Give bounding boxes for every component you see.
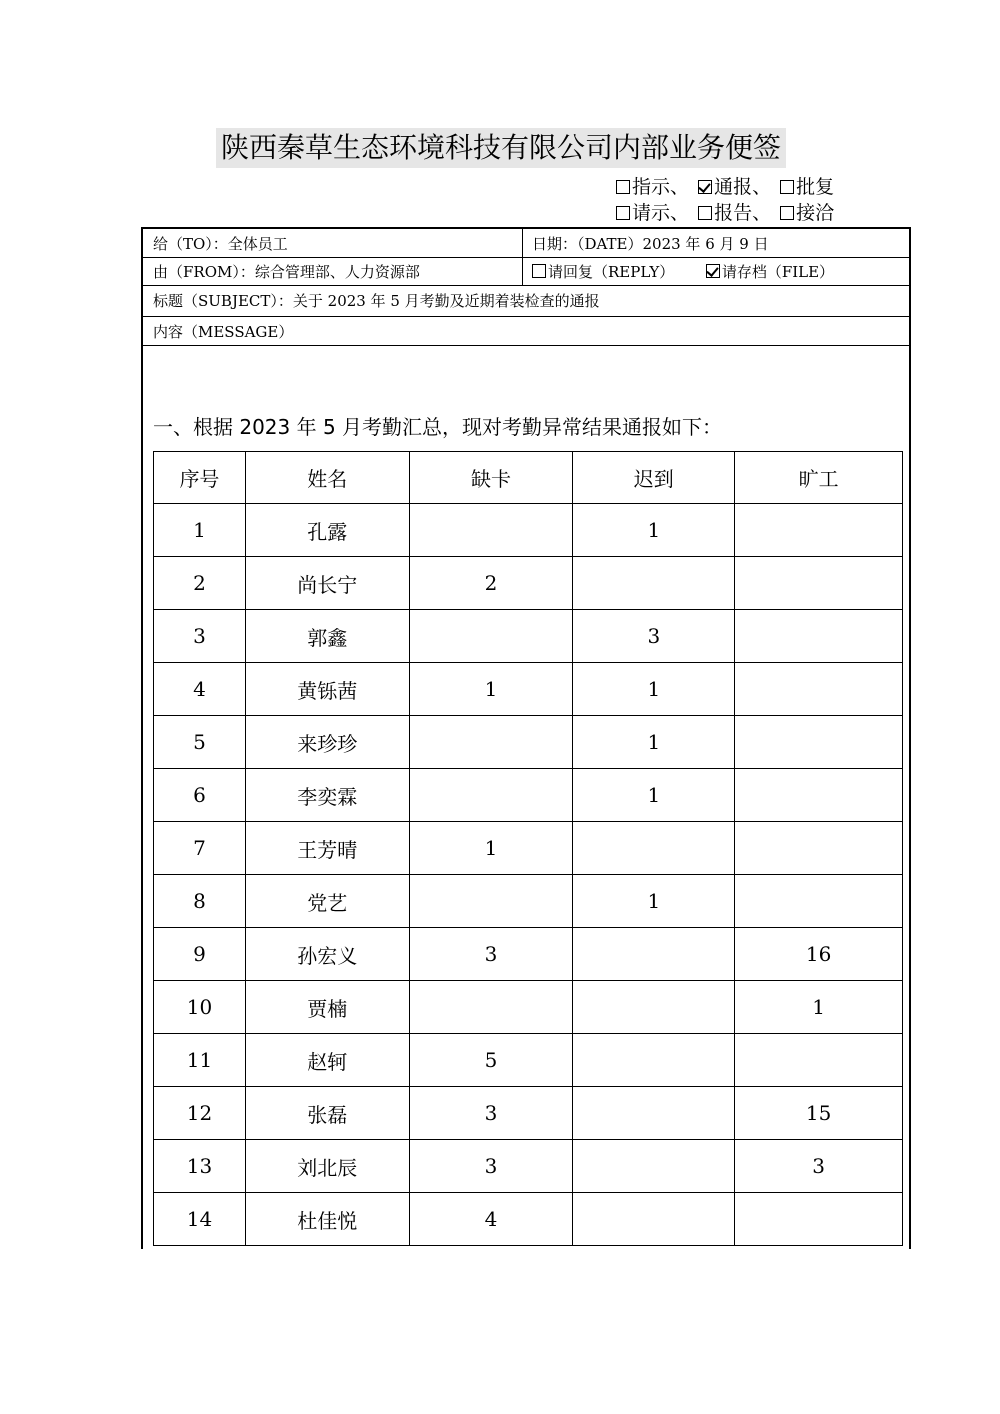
options-row-1: [616, 175, 834, 199]
subject-field: 标题（SUBJECT）：关于 2023 年 5 月考勤及近期着装检查的通报: [153, 292, 600, 310]
cell-index: 10: [154, 981, 246, 1034]
checkbox-reply[interactable]: [532, 264, 546, 278]
cell-late: 1: [573, 769, 735, 822]
cell-index: 14: [154, 1193, 246, 1246]
message-label: 内容（MESSAGE）: [153, 323, 294, 341]
cell-name: 党艺: [245, 875, 409, 928]
cell-absent: 1: [735, 981, 903, 1034]
cell-late: 3: [573, 610, 735, 663]
cell-late: 1: [573, 504, 735, 557]
option-separator: 、: [752, 202, 772, 224]
table-row: [154, 928, 903, 981]
cell-late: [573, 557, 735, 610]
cell-name: 郭鑫: [245, 610, 409, 663]
divider: [143, 345, 909, 346]
option-separator: 、: [752, 176, 772, 198]
cell-late: [573, 1087, 735, 1140]
cell-index: 2: [154, 557, 246, 610]
cell-name: 杜佳悦: [245, 1193, 409, 1246]
cell-name: 孙宏义: [245, 928, 409, 981]
reply-option: [532, 262, 834, 282]
cell-index: 1: [154, 504, 246, 557]
option-separator: 、: [670, 202, 690, 224]
cell-missing-punch: 1: [409, 663, 573, 716]
cell-absent: [735, 1034, 903, 1087]
cell-absent: 3: [735, 1140, 903, 1193]
table-row: [154, 875, 903, 928]
cell-missing-punch: [409, 875, 573, 928]
cell-late: [573, 981, 735, 1034]
cell-name: 来珍珍: [245, 716, 409, 769]
section-heading: 一、根据 2023 年 5 月考勤汇总，现对考勤异常结果通报如下：: [153, 415, 723, 439]
cell-missing-punch: 3: [409, 1087, 573, 1140]
cell-late: 1: [573, 875, 735, 928]
option-label-notice: 通报: [714, 176, 753, 198]
cell-missing-punch: 1: [409, 822, 573, 875]
date-field: 日期：（DATE）2023 年 6 月 9 日: [532, 235, 769, 253]
cell-name: 李奕霖: [245, 769, 409, 822]
cell-name: 黄铄茜: [245, 663, 409, 716]
option-label-request: 请示: [632, 202, 671, 224]
reply-label: 请回复（REPLY）: [548, 263, 675, 281]
cell-missing-punch: [409, 504, 573, 557]
attendance-table: [153, 451, 903, 1246]
cell-late: [573, 1193, 735, 1246]
cell-late: 1: [573, 716, 735, 769]
cell-absent: [735, 822, 903, 875]
checkbox-instruct[interactable]: [616, 180, 630, 194]
file-label: 请存档（FILE）: [721, 263, 835, 281]
cell-index: 5: [154, 716, 246, 769]
cell-name: 张磊: [245, 1087, 409, 1140]
cell-absent: 16: [735, 928, 903, 981]
cell-index: 4: [154, 663, 246, 716]
cell-index: 8: [154, 875, 246, 928]
cell-absent: [735, 1193, 903, 1246]
header-absent: 旷工: [735, 452, 903, 504]
header-index: 序号: [154, 452, 246, 504]
option-separator: 、: [670, 176, 690, 198]
cell-absent: [735, 504, 903, 557]
table-row: [154, 981, 903, 1034]
divider: [143, 257, 909, 258]
table-row: [154, 663, 903, 716]
table-row: [154, 822, 903, 875]
checkbox-approve[interactable]: [780, 180, 794, 194]
option-label-approve: 批复: [796, 176, 835, 198]
table-row: [154, 1087, 903, 1140]
table-row: [154, 504, 903, 557]
memo-form: [141, 227, 911, 1249]
cell-name: 刘北辰: [245, 1140, 409, 1193]
cell-absent: [735, 716, 903, 769]
checkbox-report[interactable]: [698, 206, 712, 220]
cell-late: 1: [573, 663, 735, 716]
cell-late: [573, 822, 735, 875]
table-row: [154, 1034, 903, 1087]
cell-name: 尚长宁: [245, 557, 409, 610]
checkbox-file[interactable]: [706, 264, 720, 278]
cell-absent: [735, 769, 903, 822]
cell-late: [573, 1140, 735, 1193]
option-label-report: 报告: [714, 202, 753, 224]
table-row: [154, 1193, 903, 1246]
cell-missing-punch: [409, 981, 573, 1034]
table-row: [154, 557, 903, 610]
cell-late: [573, 928, 735, 981]
table-header-row: [154, 452, 903, 504]
cell-name: 孔露: [245, 504, 409, 557]
divider: [143, 285, 909, 286]
checkbox-notice[interactable]: [698, 180, 712, 194]
header-missing-punch: 缺卡: [409, 452, 573, 504]
cell-missing-punch: 2: [409, 557, 573, 610]
cell-absent: [735, 663, 903, 716]
divider: [522, 229, 523, 286]
options-row-2: [616, 201, 834, 225]
table-row: [154, 610, 903, 663]
cell-missing-punch: [409, 769, 573, 822]
cell-index: 6: [154, 769, 246, 822]
cell-missing-punch: 3: [409, 1140, 573, 1193]
document-title: 陕西秦草生态环境科技有限公司内部业务便签: [220, 131, 781, 164]
cell-index: 12: [154, 1087, 246, 1140]
option-label-instruct: 指示: [632, 176, 671, 198]
cell-absent: 15: [735, 1087, 903, 1140]
cell-absent: [735, 557, 903, 610]
header-name: 姓名: [245, 452, 409, 504]
cell-index: 3: [154, 610, 246, 663]
table-row: [154, 716, 903, 769]
cell-name: 王芳晴: [245, 822, 409, 875]
cell-index: 13: [154, 1140, 246, 1193]
cell-missing-punch: 4: [409, 1193, 573, 1246]
cell-absent: [735, 875, 903, 928]
title-highlight: [216, 128, 786, 168]
checkbox-request[interactable]: [616, 206, 630, 220]
checkbox-contact[interactable]: [780, 206, 794, 220]
table-row: [154, 769, 903, 822]
cell-missing-punch: [409, 610, 573, 663]
cell-index: 11: [154, 1034, 246, 1087]
from-field: 由（FROM）：综合管理部、人力资源部: [153, 263, 420, 281]
option-label-contact: 接洽: [796, 202, 835, 224]
table-row: [154, 1140, 903, 1193]
cell-missing-punch: 3: [409, 928, 573, 981]
cell-late: [573, 1034, 735, 1087]
cell-name: 赵轲: [245, 1034, 409, 1087]
cell-name: 贾楠: [245, 981, 409, 1034]
cell-absent: [735, 610, 903, 663]
to-field: 给（TO）：全体员工: [153, 235, 288, 253]
cell-missing-punch: [409, 716, 573, 769]
cell-index: 9: [154, 928, 246, 981]
cell-missing-punch: 5: [409, 1034, 573, 1087]
header-late: 迟到: [573, 452, 735, 504]
divider: [143, 316, 909, 317]
cell-index: 7: [154, 822, 246, 875]
